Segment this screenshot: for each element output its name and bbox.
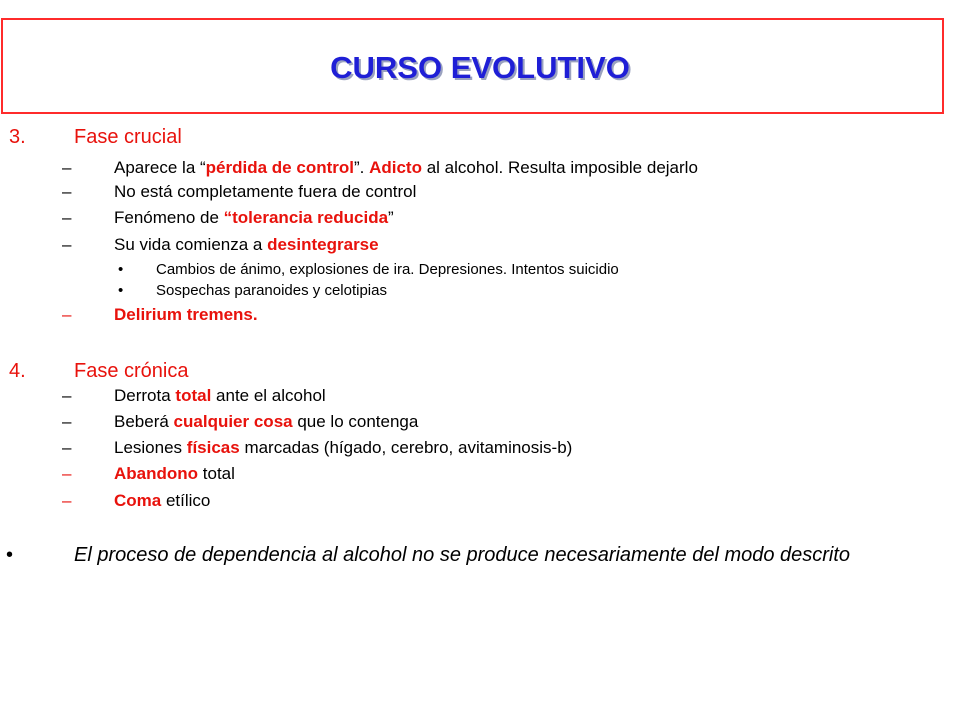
dash-marker: – xyxy=(62,386,72,405)
text-fragment: que lo contenga xyxy=(292,412,419,431)
bullet-marker: • xyxy=(118,282,124,299)
phase3-title: Fase crucial xyxy=(74,126,182,148)
dash-marker: – xyxy=(62,158,72,177)
text-fragment: ”. xyxy=(353,158,370,177)
highlight-text: total xyxy=(175,386,212,405)
phase4-title: Fase crónica xyxy=(74,360,189,382)
text-fragment: Lesiones xyxy=(114,438,187,457)
phase4-item2 xyxy=(114,412,418,432)
highlight-text: desintegrarse xyxy=(267,235,379,254)
phase4-item4 xyxy=(114,464,235,484)
slide-title: CURSO EVOLUTIVO xyxy=(330,50,630,85)
dash-marker: – xyxy=(62,464,72,483)
text-fragment: ante el alcohol xyxy=(211,386,326,405)
dash-marker: – xyxy=(62,182,72,201)
phase3-item1 xyxy=(114,158,698,178)
highlight-text: “tolerancia reducida xyxy=(223,208,389,227)
phase3-item2: No está completamente fuera de control xyxy=(114,182,417,201)
text-fragment: Aparece la “ xyxy=(114,158,206,177)
highlight-text: Adicto xyxy=(369,158,422,177)
phase3-sub1: Cambios de ánimo, explosiones de ira. Depresiones. Intentos suicidio xyxy=(156,261,619,278)
text-fragment: Beberá xyxy=(114,412,174,431)
dash-marker: – xyxy=(62,412,72,431)
text-fragment: Fenómeno de xyxy=(114,208,224,227)
highlight-text: pérdida de control xyxy=(205,158,354,177)
dash-marker: – xyxy=(62,438,72,457)
phase4-item3 xyxy=(114,438,572,458)
dash-marker: – xyxy=(62,491,72,510)
highlight-text: Abandono xyxy=(114,464,199,483)
phase4-item5 xyxy=(114,491,210,511)
highlight-text: cualquier cosa xyxy=(173,412,293,431)
highlight-text: físicas xyxy=(186,438,240,457)
dash-marker: – xyxy=(62,235,72,254)
dash-marker: – xyxy=(62,208,72,227)
text-fragment: al alcohol. Resulta imposible dejarlo xyxy=(421,158,698,177)
text-fragment: etílico xyxy=(161,491,211,510)
final-note: El proceso de dependencia al alcohol no se produce necesariamente del modo descrito xyxy=(74,544,851,566)
dash-marker: – xyxy=(62,305,72,324)
phase4-number: 4. xyxy=(9,360,26,382)
bullet-marker: • xyxy=(6,544,14,566)
phase3-number: 3. xyxy=(9,126,26,148)
phase4-item1 xyxy=(114,386,326,406)
text-fragment: Su vida comienza a xyxy=(114,235,268,254)
phase3-item5: Delirium tremens. xyxy=(114,305,258,324)
text-fragment: total xyxy=(198,464,235,483)
text-fragment: ” xyxy=(388,208,394,227)
phase3-item4 xyxy=(114,235,379,255)
phase3-item3 xyxy=(114,208,394,228)
bullet-marker: • xyxy=(118,261,124,278)
text-fragment: Derrota xyxy=(114,386,176,405)
text-fragment: marcadas (hígado, cerebro, avitaminosis-b) xyxy=(239,438,573,457)
highlight-text: Coma xyxy=(114,491,162,510)
phase3-sub2: Sospechas paranoides y celotipias xyxy=(156,282,387,299)
